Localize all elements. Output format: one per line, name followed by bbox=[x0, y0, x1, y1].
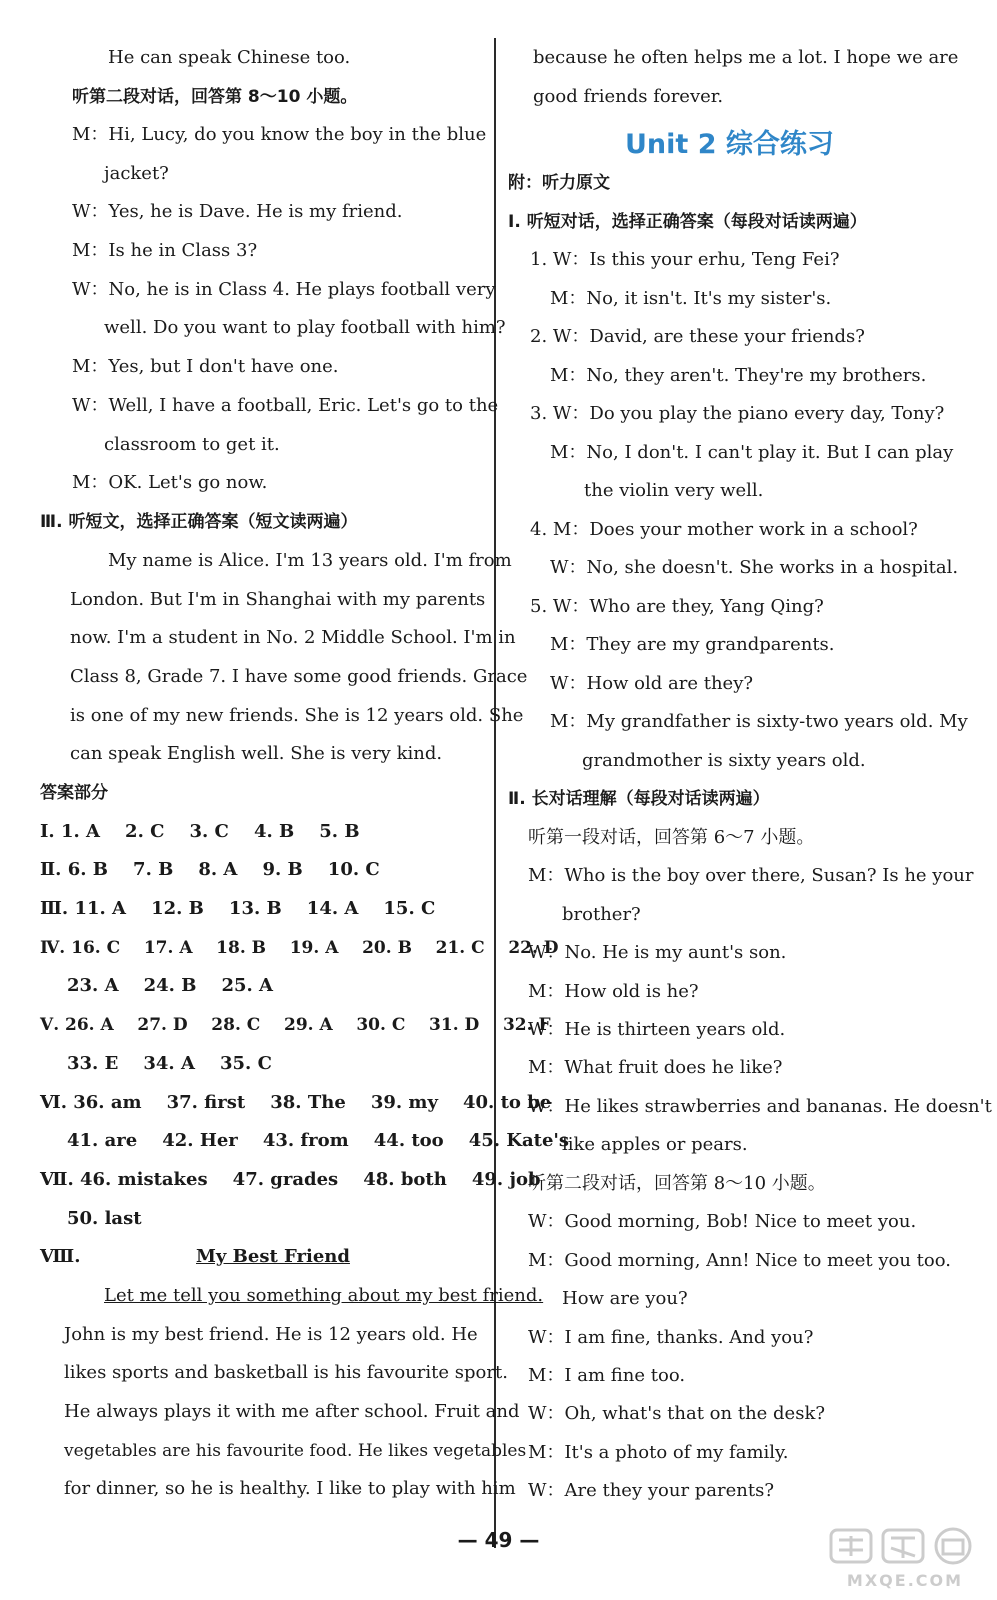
dialogue-line: M：My grandfather is sixty-two years old. My bbox=[550, 711, 968, 732]
answer-row: 50. last bbox=[67, 1208, 142, 1229]
answer-section-heading: 答案部分 bbox=[40, 783, 108, 803]
dialogue-line: 3. W：Do you play the piano every day, Tony? bbox=[530, 403, 945, 424]
dialogue-line: M：Who is the boy over there, Susan? Is he your bbox=[528, 865, 974, 886]
dialogue-line: How are you? bbox=[562, 1288, 688, 1309]
passage-line: London. But I'm in Shanghai with my parents bbox=[70, 589, 486, 610]
dialogue-line: W：I am fine, thanks. And you? bbox=[528, 1327, 814, 1348]
answer-row: 23. A 24. B 25. A bbox=[67, 975, 274, 996]
dialogue-line: M：No, I don't. I can't play it. But I can play bbox=[550, 442, 954, 463]
dialogue-line: grandmother is sixty years old. bbox=[582, 750, 866, 771]
dialogue-line: 5. W：Who are they, Yang Qing? bbox=[530, 596, 824, 617]
dialogue-line: W：He likes strawberries and bananas. He doesn't bbox=[528, 1096, 992, 1117]
dialogue-line: 2. W：David, are these your friends? bbox=[530, 326, 865, 347]
section-instruction: 听第一段对话，回答第 6～7 小题。 bbox=[528, 827, 815, 848]
unit-title: Unit 2 综合练习 bbox=[625, 129, 834, 160]
dialogue-line: M：Yes, but I don't have one. bbox=[72, 356, 339, 377]
section-heading: Ⅱ. 长对话理解（每段对话读两遍） bbox=[508, 789, 770, 809]
dialogue-line: M：No, they aren't. They're my brothers. bbox=[550, 365, 927, 386]
essay-line: for dinner, so he is healthy. I like to play with him bbox=[64, 1478, 516, 1499]
dialogue-line: M：I am fine too. bbox=[528, 1365, 686, 1386]
page-number: — 49 — bbox=[457, 1528, 540, 1552]
essay-line: good friends forever. bbox=[533, 86, 724, 107]
answer-row: Ⅵ. 36. am 37. first 38. The 39. my 40. to be bbox=[40, 1092, 552, 1113]
dialogue-line: W：Well, I have a football, Eric. Let's go to the bbox=[72, 395, 499, 416]
answer-row: Ⅱ. 6. B 7. B 8. A 9. B 10. C bbox=[40, 859, 380, 880]
passage-line: now. I'm a student in No. 2 Middle School. I'm in bbox=[70, 627, 516, 648]
text-line: He can speak Chinese too. bbox=[108, 47, 351, 68]
dialogue-line: M：It's a photo of my family. bbox=[528, 1442, 789, 1463]
dialogue-line: W：How old are they? bbox=[550, 673, 754, 694]
dialogue-line: W：Good morning, Bob! Nice to meet you. bbox=[528, 1211, 917, 1232]
answer-row: Ⅷ. bbox=[40, 1246, 81, 1267]
appendix-heading: 附：听力原文 bbox=[508, 173, 610, 193]
column-divider bbox=[494, 38, 496, 1548]
section-heading: Ⅲ. 听短文，选择正确答案（短文读两遍） bbox=[40, 512, 358, 532]
svg-text:MXQE.COM: MXQE.COM bbox=[846, 1571, 964, 1590]
answer-row: Ⅲ. 11. A 12. B 13. B 14. A 15. C bbox=[40, 898, 436, 919]
passage-line: can speak English well. She is very kind. bbox=[70, 743, 443, 764]
answer-row: 33. E 34. A 35. C bbox=[67, 1053, 272, 1074]
dialogue-line: M：Good morning, Ann! Nice to meet you too. bbox=[528, 1250, 951, 1271]
answer-row: Ⅳ. 16. C 17. A 18. B 19. A 20. B 21. C 22. D bbox=[40, 938, 559, 958]
dialogue-line: M：What fruit does he like? bbox=[528, 1057, 783, 1078]
passage-line: Class 8, Grade 7. I have some good friends. Grace bbox=[70, 666, 528, 687]
answer-row: Ⅰ. 1. A 2. C 3. C 4. B 5. B bbox=[40, 821, 360, 842]
dialogue-line: W：Oh, what's that on the desk? bbox=[528, 1403, 825, 1424]
dialogue-line: like apples or pears. bbox=[562, 1134, 748, 1155]
dialogue-line: M：No, it isn't. It's my sister's. bbox=[550, 288, 832, 309]
answer-row: Ⅴ. 26. A 27. D 28. C 29. A 30. C 31. D 32. F bbox=[40, 1015, 551, 1035]
dialogue-line: W：Yes, he is Dave. He is my friend. bbox=[72, 201, 403, 222]
section-heading: Ⅰ. 听短对话，选择正确答案（每段对话读两遍） bbox=[508, 212, 867, 232]
dialogue-line: W：He is thirteen years old. bbox=[528, 1019, 786, 1040]
dialogue-line: M：Hi, Lucy, do you know the boy in the blue bbox=[72, 124, 487, 145]
dialogue-line: M：They are my grandparents. bbox=[550, 634, 835, 655]
dialogue-line: classroom to get it. bbox=[104, 434, 280, 455]
answer-row: Ⅶ. 46. mistakes 47. grades 48. both 49. job bbox=[40, 1169, 541, 1190]
dialogue-line: 4. M：Does your mother work in a school? bbox=[530, 519, 918, 540]
dialogue-line: W：Are they your parents? bbox=[528, 1480, 774, 1501]
passage-line: is one of my new friends. She is 12 years old. She bbox=[70, 705, 524, 726]
dialogue-line: 1. W：Is this your erhu, Teng Fei? bbox=[530, 249, 840, 270]
essay-line: because he often helps me a lot. I hope we are bbox=[533, 47, 959, 68]
dialogue-line: jacket? bbox=[104, 163, 169, 184]
dialogue-line: brother? bbox=[562, 904, 641, 925]
dialogue-line: M：How old is he? bbox=[528, 981, 699, 1002]
passage-line: My name is Alice. I'm 13 years old. I'm from bbox=[108, 550, 512, 571]
dialogue-line: the violin very well. bbox=[584, 480, 764, 501]
dialogue-line: W：No. He is my aunt's son. bbox=[528, 942, 787, 963]
dialogue-line: M：Is he in Class 3? bbox=[72, 240, 258, 261]
essay-title: My Best Friend bbox=[196, 1246, 350, 1267]
watermark-logo bbox=[825, 1526, 985, 1592]
essay-line: Let me tell you something about my best friend. bbox=[104, 1285, 544, 1306]
essay-line: vegetables are his favourite food. He likes vegetables bbox=[64, 1441, 527, 1461]
section-instruction: 听第二段对话，回答第 8～10 小题。 bbox=[528, 1173, 826, 1194]
answer-row: 41. are 42. Her 43. from 44. too 45. Kate's bbox=[67, 1130, 570, 1151]
essay-line: likes sports and basketball is his favourite sport. bbox=[64, 1362, 508, 1383]
essay-line: John is my best friend. He is 12 years old. He bbox=[64, 1324, 478, 1345]
dialogue-line: well. Do you want to play football with him? bbox=[104, 317, 506, 338]
dialogue-line: W：No, he is in Class 4. He plays football very bbox=[72, 279, 496, 300]
essay-line: He always plays it with me after school. Fruit and bbox=[64, 1401, 520, 1422]
section-instruction: 听第二段对话，回答第 8～10 小题。 bbox=[72, 87, 358, 107]
dialogue-line: W：No, she doesn't. She works in a hospital. bbox=[550, 557, 959, 578]
dialogue-line: M：OK. Let's go now. bbox=[72, 472, 268, 493]
